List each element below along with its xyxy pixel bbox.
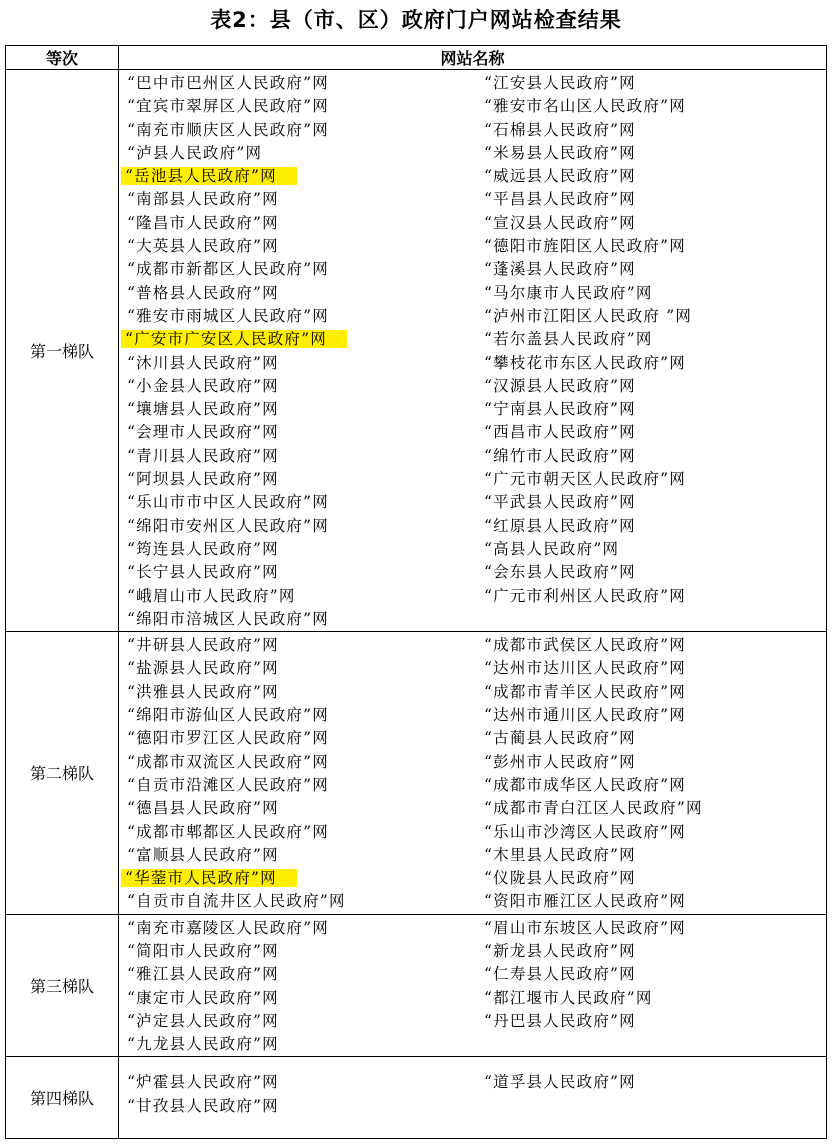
site-item	[119, 1033, 476, 1056]
site-item	[119, 561, 476, 584]
site-name: “绵阳市涪城区人民政府”网	[127, 609, 329, 628]
site-item	[476, 445, 826, 468]
site-item	[119, 774, 476, 797]
site-item	[119, 352, 476, 375]
site-item	[119, 751, 476, 774]
site-item	[119, 445, 476, 468]
site-item	[119, 797, 476, 820]
site-item	[476, 821, 826, 844]
table-title: 表2：县（市、区）政府门户网站检查结果	[210, 8, 622, 32]
site-name: “彭州市人民政府”网	[484, 752, 636, 771]
site-item	[119, 821, 476, 844]
site-name: “达州市通川区人民政府”网	[484, 706, 686, 725]
site-item	[119, 681, 476, 704]
site-item	[119, 1095, 476, 1118]
site-item	[476, 774, 826, 797]
site-name: “成都市武侯区人民政府”网	[484, 636, 686, 655]
site-name: “自贡市沿滩区人民政府”网	[127, 775, 329, 794]
site-name: “沐川县人民政府”网	[127, 353, 279, 372]
tier-row	[6, 914, 827, 1057]
site-item	[476, 235, 826, 258]
site-name: “达州市达川区人民政府”网	[484, 659, 686, 678]
site-name: “乐山市沙湾区人民政府”网	[484, 822, 686, 841]
results-table	[5, 45, 827, 1139]
site-name: “雅安市雨城区人民政府”网	[127, 306, 329, 325]
site-name: “汉源县人民政府”网	[484, 376, 636, 395]
site-item	[476, 398, 826, 421]
site-item	[119, 890, 476, 913]
site-item	[476, 95, 826, 118]
site-item	[476, 1071, 826, 1094]
site-item	[119, 375, 476, 398]
site-name: “德阳市旌阳区人民政府”网	[484, 237, 686, 256]
table-body	[6, 70, 827, 1139]
site-name: “高县人民政府”网	[484, 539, 620, 558]
site-item	[119, 421, 476, 444]
site-name: “巴中市巴州区人民政府”网	[127, 74, 329, 92]
site-name: “甘孜县人民政府”网	[127, 1096, 279, 1115]
site-name: “宣汉县人民政府”网	[484, 213, 636, 232]
site-name: “广元市朝天区人民政府”网	[484, 470, 686, 489]
site-name: “古蔺县人民政府”网	[484, 729, 636, 748]
site-name: “阿坝县人民政府”网	[127, 470, 279, 489]
site-name: “隆昌市人民政府”网	[127, 213, 279, 232]
tier-label: 第二梯队	[6, 632, 119, 915]
site-item	[119, 212, 476, 235]
site-item	[119, 634, 476, 657]
site-name: “成都市新都区人民政府”网	[127, 260, 329, 279]
site-column-left	[119, 917, 476, 1057]
site-column-right	[476, 72, 826, 631]
site-column-left	[119, 634, 476, 914]
site-name: “成都市青羊区人民政府”网	[484, 682, 686, 701]
site-item	[119, 235, 476, 258]
site-item	[476, 352, 826, 375]
site-item	[476, 72, 826, 95]
site-name: “岳池县人民政府”网	[121, 167, 297, 185]
site-name: “大英县人民政府”网	[127, 237, 279, 256]
site-name: “成都市成华区人民政府”网	[484, 775, 686, 794]
site-item	[119, 305, 476, 328]
site-item	[119, 491, 476, 514]
site-column-right	[476, 1071, 826, 1118]
site-item	[476, 305, 826, 328]
site-name: “宜宾市翠屏区人民政府”网	[127, 97, 329, 116]
site-item	[476, 867, 826, 890]
site-item	[119, 538, 476, 561]
site-name: “蓬溪县人民政府”网	[484, 260, 636, 279]
site-item	[476, 491, 826, 514]
site-name: “小金县人民政府”网	[127, 376, 279, 395]
site-item	[119, 917, 476, 940]
site-item	[119, 282, 476, 305]
site-item	[476, 328, 826, 351]
site-name: “会理市人民政府”网	[127, 423, 279, 442]
site-item	[476, 940, 826, 963]
site-item	[119, 258, 476, 281]
site-name: “雅江县人民政府”网	[127, 965, 279, 984]
site-item	[476, 421, 826, 444]
site-name: “青川县人民政府”网	[127, 446, 279, 465]
site-name: “泸定县人民政府”网	[127, 1011, 279, 1030]
site-name: “华蓥市人民政府”网	[121, 869, 297, 887]
site-item	[119, 165, 476, 188]
site-name: “九龙县人民政府”网	[127, 1035, 279, 1054]
site-name: “平武县人民政府”网	[484, 493, 636, 512]
site-name: “自贡市自流井区人民政府”网	[127, 892, 346, 911]
site-item	[119, 119, 476, 142]
site-name: “盐源县人民政府”网	[127, 659, 279, 678]
site-name: “石棉县人民政府”网	[484, 120, 636, 139]
tier-label: 第三梯队	[6, 914, 119, 1057]
site-item	[476, 142, 826, 165]
site-name: “富顺县人民政府”网	[127, 845, 279, 864]
site-item	[119, 515, 476, 538]
site-item	[119, 142, 476, 165]
site-column-left	[119, 72, 476, 631]
site-item	[476, 188, 826, 211]
site-item	[119, 704, 476, 727]
site-item	[476, 468, 826, 491]
site-item	[476, 634, 826, 657]
site-name: “新龙县人民政府”网	[484, 941, 636, 960]
site-item	[119, 72, 476, 95]
sites-header: 网站名称	[119, 46, 827, 70]
site-name: “成都市青白江区人民政府”网	[484, 799, 703, 818]
site-item	[476, 987, 826, 1010]
tier-sites	[119, 70, 827, 632]
site-name: “乐山市市中区人民政府”网	[127, 493, 329, 512]
site-name: “眉山市东坡区人民政府”网	[484, 918, 686, 937]
site-item	[476, 890, 826, 913]
site-item	[476, 561, 826, 584]
site-name: “宁南县人民政府”网	[484, 400, 636, 419]
site-item	[476, 119, 826, 142]
site-name: “平昌县人民政府”网	[484, 190, 636, 209]
site-item	[119, 585, 476, 608]
site-item	[119, 940, 476, 963]
site-name: “简阳市人民政府”网	[127, 941, 279, 960]
site-name: “壤塘县人民政府”网	[127, 400, 279, 419]
site-item	[119, 1071, 476, 1094]
site-item	[476, 917, 826, 940]
site-name: “西昌市人民政府”网	[484, 423, 636, 442]
site-name: “洪雅县人民政府”网	[127, 682, 279, 701]
site-name: “丹巴县人民政府”网	[484, 1011, 636, 1030]
site-item	[119, 657, 476, 680]
site-name: “泸县人民政府”网	[127, 143, 263, 162]
site-item	[119, 608, 476, 631]
site-item	[119, 867, 476, 890]
site-column-right	[476, 917, 826, 1057]
site-column-right	[476, 634, 826, 914]
site-item	[476, 258, 826, 281]
site-name: “资阳市雁江区人民政府”网	[484, 892, 686, 911]
tier-row	[6, 70, 827, 632]
site-item	[476, 165, 826, 188]
site-name: “雅安市名山区人民政府”网	[484, 97, 686, 116]
site-item	[119, 727, 476, 750]
site-name: “筠连县人民政府”网	[127, 539, 279, 558]
site-name: “成都市双流区人民政府”网	[127, 752, 329, 771]
site-name: “仪陇县人民政府”网	[484, 869, 636, 888]
site-item	[476, 585, 826, 608]
site-column-left	[119, 1071, 476, 1118]
site-name: “若尔盖县人民政府”网	[484, 330, 653, 349]
site-item	[476, 681, 826, 704]
site-name: “道孚县人民政府”网	[484, 1073, 636, 1092]
site-name: “峨眉山市人民政府”网	[127, 586, 296, 605]
site-item	[476, 212, 826, 235]
site-name: “南充市顺庆区人民政府”网	[127, 120, 329, 139]
site-item	[119, 844, 476, 867]
site-item	[476, 538, 826, 561]
site-name: “广安市广安区人民政府”网	[121, 330, 347, 348]
tier-sites	[119, 632, 827, 915]
site-item	[476, 515, 826, 538]
rank-header: 等次	[6, 46, 119, 70]
site-name: “井研县人民政府”网	[127, 636, 279, 655]
tier-sites	[119, 1057, 827, 1139]
tier-row	[6, 1057, 827, 1139]
site-name: “江安县人民政府”网	[484, 74, 636, 92]
site-item	[476, 751, 826, 774]
site-item	[119, 468, 476, 491]
site-item	[476, 282, 826, 305]
header-row	[6, 46, 827, 70]
site-name: “绵阳市游仙区人民政府”网	[127, 706, 329, 725]
site-name: “泸州市江阳区人民政府 ”网	[484, 306, 693, 325]
site-name: “普格县人民政府”网	[127, 283, 279, 302]
site-item	[119, 1010, 476, 1033]
site-item	[476, 704, 826, 727]
site-item	[119, 963, 476, 986]
site-name: “德阳市罗江区人民政府”网	[127, 729, 329, 748]
site-name: “米易县人民政府”网	[484, 143, 636, 162]
site-item	[119, 95, 476, 118]
site-item	[119, 188, 476, 211]
site-item	[119, 328, 476, 351]
site-name: “都江堰市人民政府”网	[484, 988, 653, 1007]
site-name: “木里县人民政府”网	[484, 845, 636, 864]
site-name: “广元市利州区人民政府”网	[484, 586, 686, 605]
site-item	[119, 398, 476, 421]
tier-label: 第四梯队	[6, 1057, 119, 1139]
site-item	[476, 797, 826, 820]
tier-row	[6, 632, 827, 915]
site-name: “康定市人民政府”网	[127, 988, 279, 1007]
site-name: “威远县人民政府”网	[484, 167, 636, 186]
tier-label: 第一梯队	[6, 70, 119, 632]
site-item	[119, 987, 476, 1010]
site-item	[476, 375, 826, 398]
site-item	[476, 963, 826, 986]
site-name: “马尔康市人民政府”网	[484, 283, 653, 302]
site-name: “会东县人民政府”网	[484, 563, 636, 582]
site-name: “南部县人民政府”网	[127, 190, 279, 209]
site-name: “仁寿县人民政府”网	[484, 965, 636, 984]
site-name: “成都市郫都区人民政府”网	[127, 822, 329, 841]
site-item	[476, 727, 826, 750]
site-item	[476, 844, 826, 867]
site-name: “南充市嘉陵区人民政府”网	[127, 918, 329, 937]
site-item	[476, 1010, 826, 1033]
site-item	[476, 657, 826, 680]
site-name: “红原县人民政府”网	[484, 516, 636, 535]
site-name: “长宁县人民政府”网	[127, 563, 279, 582]
tier-sites	[119, 914, 827, 1057]
site-name: “攀枝花市东区人民政府”网	[484, 353, 686, 372]
site-name: “绵竹市人民政府”网	[484, 446, 636, 465]
site-name: “炉霍县人民政府”网	[127, 1073, 279, 1092]
site-name: “绵阳市安州区人民政府”网	[127, 516, 329, 535]
site-name: “德昌县人民政府”网	[127, 799, 279, 818]
